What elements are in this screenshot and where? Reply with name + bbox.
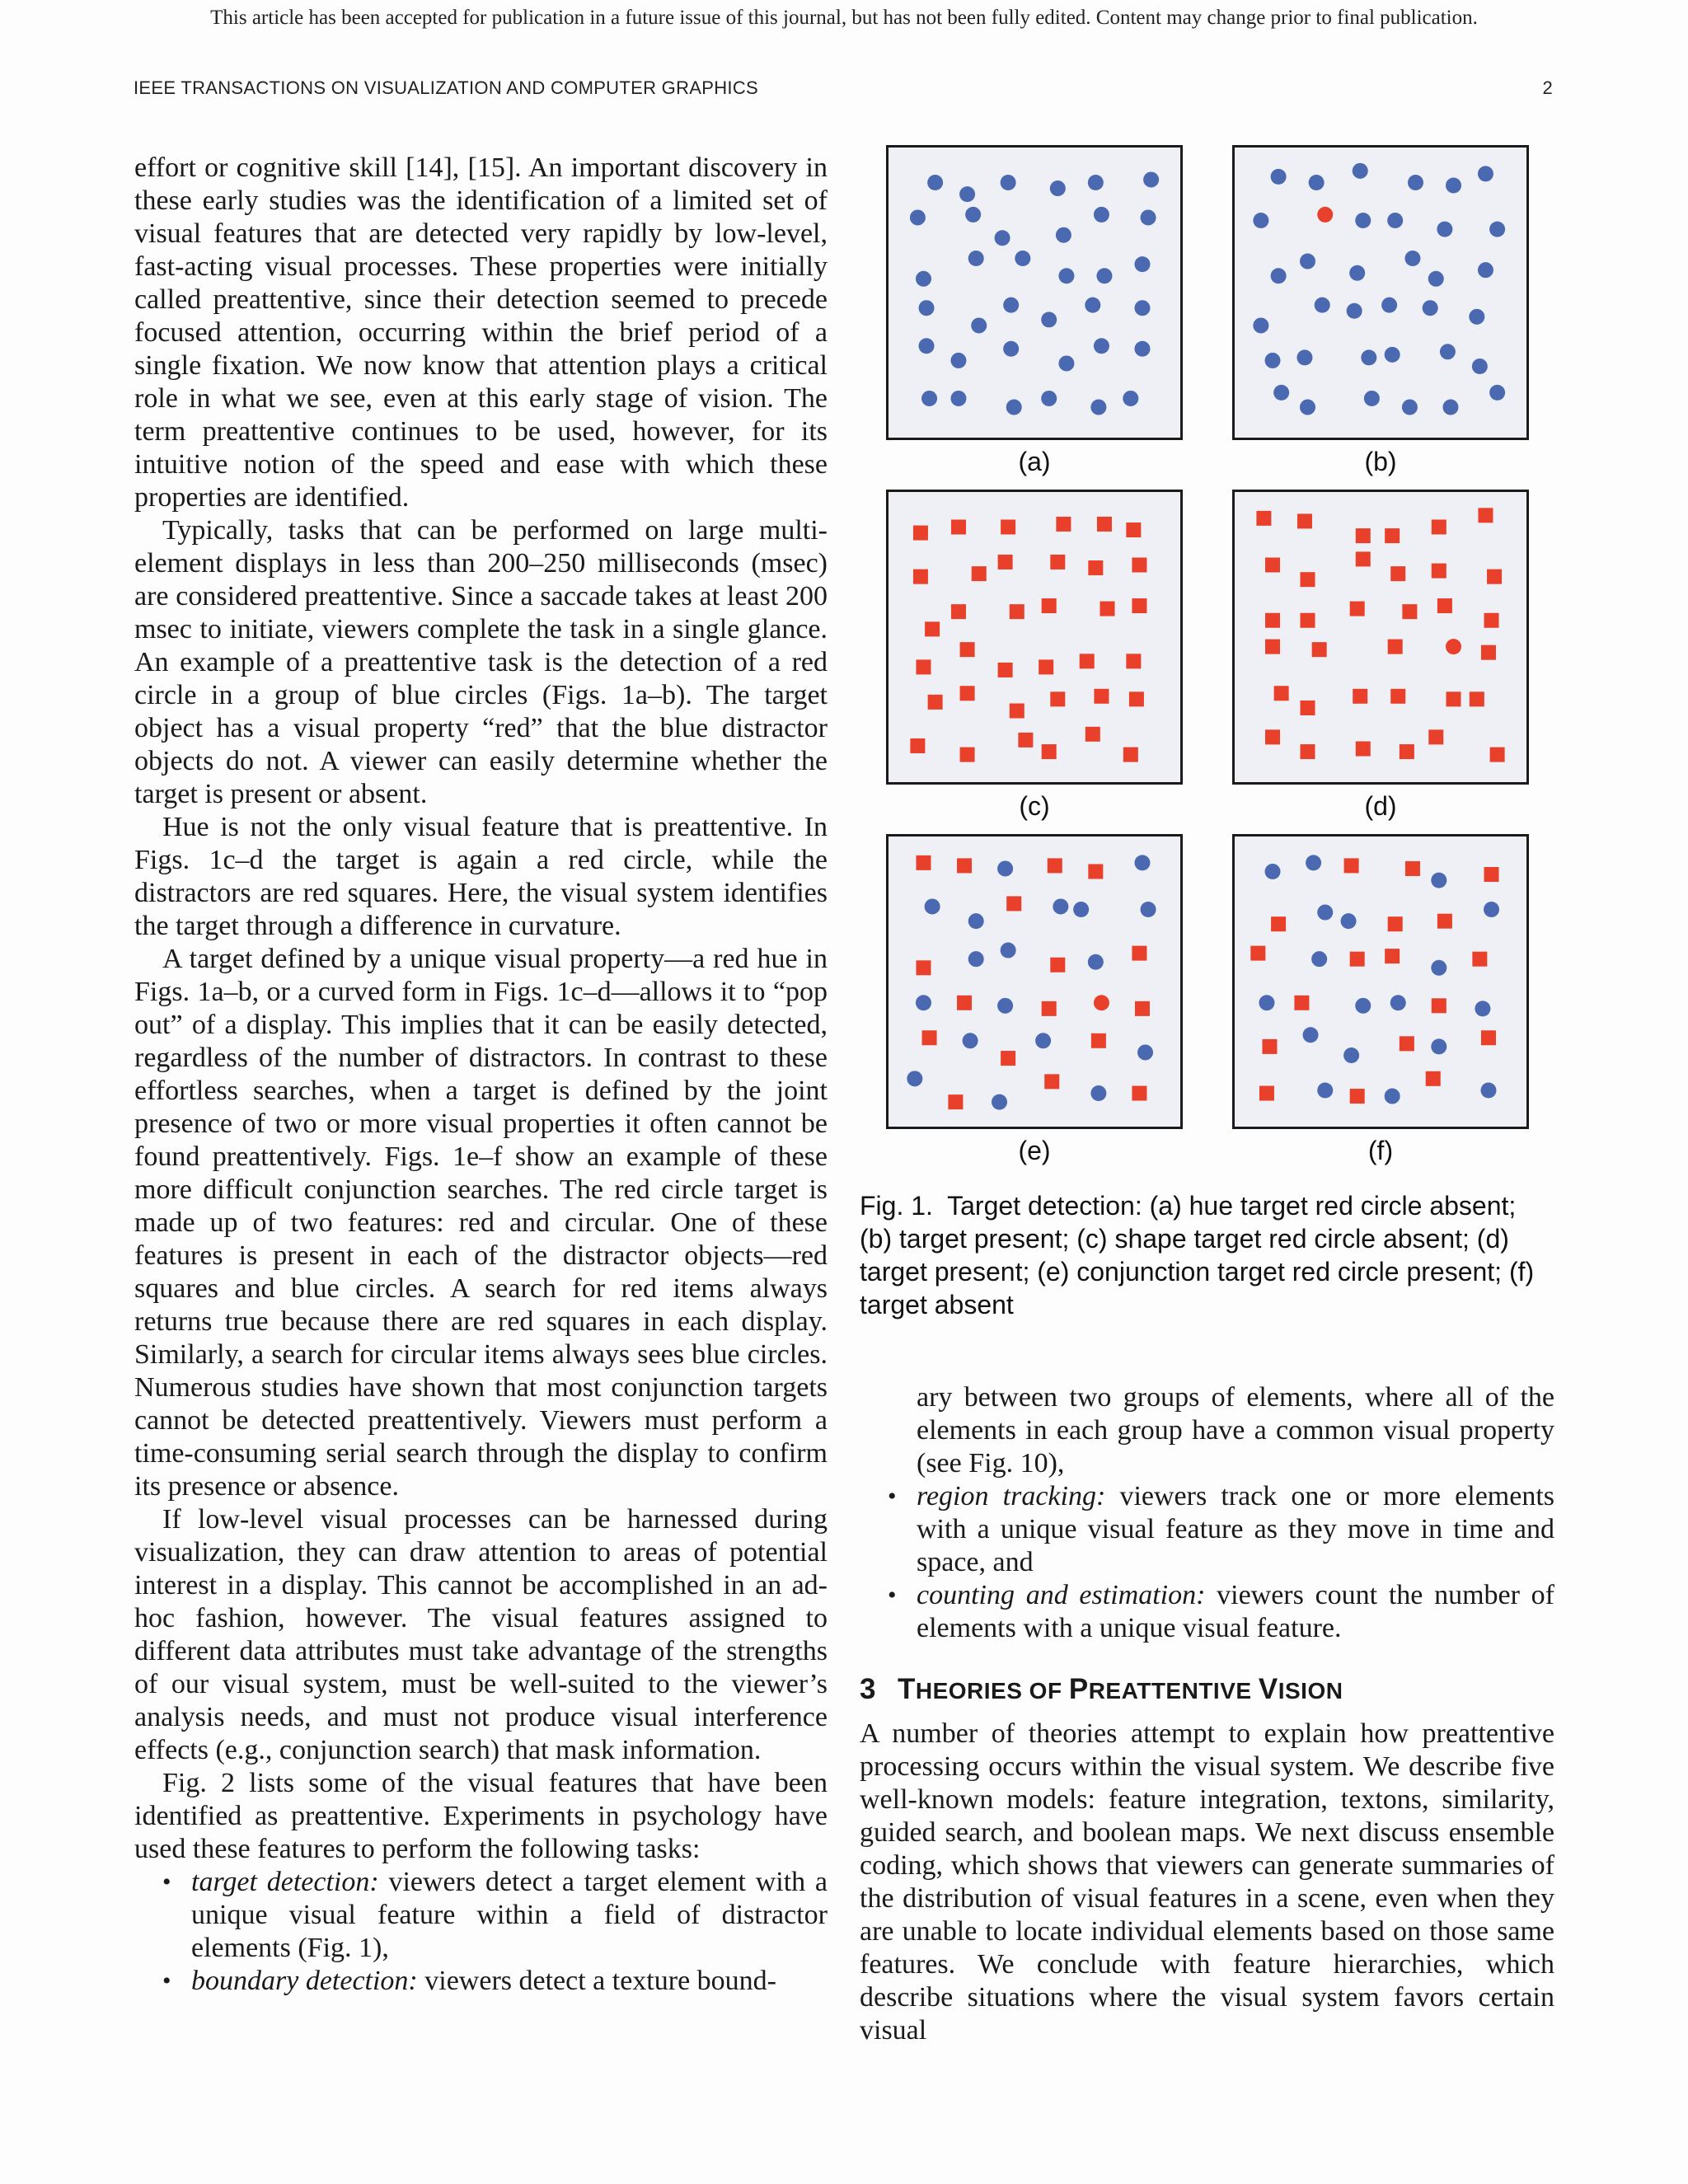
red-square-distractor	[960, 686, 975, 701]
figure-1	[886, 145, 1545, 1165]
blue-circle-distractor	[963, 1033, 978, 1048]
blue-circle-distractor	[1341, 913, 1357, 929]
red-square-distractor	[916, 855, 931, 870]
stimulus-field	[1235, 837, 1526, 1128]
red-square-distractor	[1097, 517, 1112, 532]
list-item	[134, 1965, 828, 1998]
list-text: ary between two groups of elements, where all of the elements in each group have a common visual property (see Fig. 10),	[917, 1382, 1554, 1479]
blue-circle-distractor	[1355, 213, 1371, 228]
panel-label: (a)	[1018, 447, 1051, 476]
blue-circle-distractor	[1478, 166, 1493, 181]
blue-circle-distractor	[959, 186, 975, 202]
blue-circle-distractor	[1134, 300, 1150, 316]
blue-circle-distractor	[997, 998, 1013, 1014]
blue-circle-distractor	[1431, 873, 1447, 888]
blue-circle-distractor	[1134, 855, 1150, 870]
list-item	[134, 1866, 828, 1965]
red-square-distractor	[1001, 519, 1015, 534]
red-square-distractor	[1432, 998, 1447, 1013]
blue-circle-distractor	[1303, 1027, 1319, 1043]
blue-circle-distractor	[1317, 1082, 1333, 1098]
section-heading	[860, 1673, 1554, 1708]
red-square-distractor	[1478, 508, 1493, 523]
red-square-distractor	[972, 566, 987, 581]
red-square-distractor	[957, 996, 972, 1010]
red-square-distractor	[1405, 861, 1420, 876]
red-square-distractor	[1250, 946, 1265, 961]
stimulus-panel	[886, 834, 1183, 1129]
page-number: 2	[1542, 77, 1553, 98]
blue-circle-distractor	[1428, 271, 1444, 287]
blue-circle-distractor	[927, 175, 943, 190]
red-square-distractor	[1048, 858, 1062, 873]
blue-circle-distractor	[971, 317, 987, 333]
red-square-distractor	[1088, 864, 1103, 879]
blue-circle-distractor	[1343, 1047, 1359, 1063]
blue-circle-distractor	[1431, 1038, 1447, 1054]
figure-caption	[860, 1189, 1554, 1321]
section-title: THEORIES OF PREATTENTIVE VISION	[897, 1673, 1343, 1705]
red-square-distractor	[1426, 1071, 1441, 1086]
red-square-distractor	[1262, 1039, 1277, 1054]
blue-circle-distractor	[1259, 995, 1274, 1010]
blue-circle-distractor	[919, 338, 935, 354]
red-square-distractor	[1265, 558, 1280, 573]
red-square-distractor	[1490, 748, 1505, 762]
blue-circle-distractor	[1003, 341, 1019, 357]
red-square-distractor	[1481, 645, 1496, 660]
blue-circle-distractor	[1306, 855, 1321, 870]
red-square-distractor	[910, 738, 925, 753]
red-square-distractor	[925, 621, 940, 636]
panel-label: (f)	[1367, 1136, 1394, 1165]
red-square-distractor	[1132, 558, 1146, 573]
blue-circle-distractor	[1300, 254, 1315, 269]
stimulus-panel	[1232, 490, 1529, 785]
blue-circle-distractor	[1253, 317, 1268, 333]
stimulus-panel	[886, 145, 1183, 440]
list-term: target detection:	[191, 1867, 379, 1897]
blue-circle-distractor	[907, 1071, 922, 1086]
blue-circle-distractor	[1469, 309, 1484, 325]
red-square-distractor	[1400, 744, 1414, 759]
red-square-distractor	[1447, 691, 1461, 706]
journal-name: IEEE TRANSACTIONS ON VISUALIZATION AND COMPUTER GRAPHICS	[134, 77, 758, 98]
red-square-distractor	[916, 659, 931, 674]
red-square-distractor	[1356, 551, 1371, 566]
blue-circle-distractor	[1489, 385, 1505, 401]
red-square-distractor	[1271, 916, 1286, 931]
blue-circle-distractor	[1431, 960, 1447, 976]
red-square-distractor	[1388, 640, 1403, 654]
blue-circle-distractor	[1423, 300, 1438, 316]
blue-circle-distractor	[1315, 298, 1330, 313]
blue-circle-distractor	[1309, 175, 1325, 190]
red-square-distractor	[948, 1094, 963, 1109]
blue-circle-distractor	[1404, 251, 1420, 266]
blue-circle-distractor	[919, 300, 935, 316]
red-square-distractor	[1481, 1030, 1496, 1045]
red-square-distractor	[913, 526, 928, 541]
red-square-distractor	[1256, 511, 1271, 526]
red-square-distractor	[1350, 1089, 1365, 1104]
blue-circle-distractor	[1094, 207, 1109, 223]
red-square-distractor	[1056, 517, 1071, 532]
red-square-distractor	[1390, 689, 1405, 704]
red-square-distractor	[1085, 727, 1100, 742]
section-number: 3	[860, 1673, 876, 1705]
red-square-distractor	[1400, 1036, 1414, 1051]
blue-circle-distractor	[1475, 1001, 1490, 1016]
publication-notice: This article has been accepted for publication in a future issue of this journal, but has not been fully edited. Content may change prior to final publication.	[210, 7, 1478, 29]
red-square-distractor	[1265, 613, 1280, 628]
red-square-distractor	[1388, 916, 1403, 931]
blue-circle-distractor	[1001, 943, 1016, 958]
red-square-distractor	[1301, 613, 1315, 628]
blue-circle-distractor	[916, 271, 931, 287]
list-term: boundary detection:	[191, 1966, 418, 1996]
red-square-distractor	[1126, 523, 1141, 537]
red-square-distractor	[1274, 686, 1289, 701]
blue-circle-distractor	[950, 391, 966, 406]
blue-circle-distractor	[950, 353, 966, 368]
red-square-distractor	[1018, 733, 1033, 748]
red-square-distractor	[1132, 1086, 1146, 1101]
blue-circle-distractor	[1361, 349, 1376, 365]
blue-circle-distractor	[1311, 951, 1327, 967]
stimulus-panel	[1232, 145, 1529, 440]
red-square-distractor	[1100, 602, 1115, 616]
blue-circle-distractor	[1271, 169, 1287, 185]
list-item	[860, 1381, 1554, 1480]
list-term: counting and estimation:	[917, 1580, 1206, 1610]
red-square-distractor	[1353, 689, 1367, 704]
blue-circle-distractor	[921, 391, 937, 406]
paragraph: Fig. 2 lists some of the visual features that have been identified as preattentive. Experiments in psychology have used these features to perform the following tasks:	[134, 1768, 828, 1864]
blue-circle-distractor	[1003, 298, 1019, 313]
blue-circle-distractor	[1058, 268, 1074, 284]
red-square-distractor	[913, 569, 928, 584]
red-square-distractor	[1094, 689, 1109, 704]
blue-circle-distractor	[1053, 898, 1068, 914]
red-square-distractor	[1265, 640, 1280, 654]
red-square-distractor	[1265, 729, 1280, 744]
blue-circle-distractor	[1090, 400, 1106, 415]
blue-circle-distractor	[1387, 213, 1403, 228]
blue-circle-distractor	[1085, 298, 1100, 313]
stimulus-field	[1235, 492, 1526, 784]
panel-label: (d)	[1364, 791, 1397, 821]
red-square-distractor	[1297, 513, 1312, 528]
blue-circle-distractor	[1123, 391, 1138, 406]
red-square-distractor	[1294, 996, 1309, 1010]
red-square-distractor	[1312, 642, 1327, 657]
blue-circle-distractor	[1446, 178, 1461, 194]
blue-circle-distractor	[1073, 902, 1089, 917]
blue-circle-distractor	[1141, 902, 1156, 917]
red-square-distractor	[1432, 519, 1447, 534]
list-text: viewers detect a target element with a unique visual feature within a field of distractor elements (Fig. 1),	[191, 1867, 828, 1963]
blue-circle-distractor	[1296, 349, 1312, 365]
red-square-distractor	[1350, 602, 1365, 616]
paragraph: effort or cognitive skill [14], [15]. An important discovery in these early studies was the identification of a limited set of visual features that are detected very rapidly by low-level, fast-acting visual processes. These properties were initially called preattentive, since their detection seemed to precede focused attention, occurring within the brief period of a single fixation. We now know that attention plays a critical role in what we see, even at this early stage of vision. The term preattentive continues to be used, however, for its intuitive notion of the speed and ease with which these properties are identified.	[134, 152, 828, 513]
blue-circle-distractor	[995, 230, 1010, 246]
left-column	[134, 152, 828, 1998]
blue-circle-distractor	[1088, 954, 1104, 970]
blue-circle-distractor	[1480, 1082, 1496, 1098]
blue-circle-distractor	[1090, 1085, 1106, 1101]
red-square-distractor	[1135, 1001, 1150, 1016]
list-term: region tracking:	[917, 1481, 1106, 1511]
red-square-distractor	[1301, 572, 1315, 587]
red-square-distractor	[1437, 914, 1452, 929]
list-item	[860, 1480, 1554, 1579]
red-square-distractor	[1006, 896, 1021, 911]
red-circle-target	[1317, 207, 1333, 223]
red-square-distractor	[1350, 952, 1365, 967]
red-square-distractor	[928, 695, 943, 710]
red-square-distractor	[1385, 528, 1400, 543]
blue-circle-distractor	[1041, 312, 1057, 327]
red-square-distractor	[1487, 569, 1502, 584]
red-square-distractor	[998, 555, 1013, 569]
blue-circle-distractor	[1402, 400, 1418, 415]
blue-circle-distractor	[968, 251, 984, 266]
blue-circle-distractor	[1300, 400, 1315, 415]
red-square-distractor	[1356, 742, 1371, 757]
blue-circle-distractor	[1143, 171, 1159, 187]
blue-circle-distractor	[1355, 998, 1371, 1014]
blue-circle-distractor	[1364, 391, 1380, 406]
blue-circle-distractor	[1442, 400, 1458, 415]
red-square-distractor	[1010, 704, 1025, 719]
blue-circle-distractor	[1056, 227, 1071, 243]
blue-circle-distractor	[1265, 864, 1281, 879]
red-square-distractor	[1470, 691, 1484, 706]
list-text: viewers count the number of elements with a unique visual feature.	[917, 1580, 1554, 1643]
blue-circle-distractor	[1253, 213, 1268, 228]
panel-label: (c)	[1019, 791, 1050, 821]
blue-circle-distractor	[1489, 222, 1505, 237]
blue-circle-distractor	[1472, 359, 1488, 374]
red-square-distractor	[1044, 1074, 1059, 1089]
red-square-distractor	[1042, 744, 1057, 759]
blue-circle-distractor	[1134, 256, 1150, 272]
red-square-distractor	[1042, 1001, 1057, 1016]
stimulus-field	[889, 837, 1180, 1128]
red-square-distractor	[951, 519, 966, 534]
red-square-distractor	[1050, 555, 1065, 569]
red-square-distractor	[1088, 560, 1103, 575]
red-circle-target	[1446, 639, 1461, 654]
red-square-distractor	[1080, 654, 1095, 668]
running-head	[134, 77, 1553, 99]
blue-circle-distractor	[1001, 175, 1016, 190]
caption-text: Target detection: (a) hue target red circle absent; (b) target present; (c) shape target red circle absent; (d) target present; (e) conjunction target red circle present; (f) target absent	[860, 1191, 1535, 1319]
blue-circle-distractor	[1058, 355, 1074, 371]
blue-circle-distractor	[1137, 1044, 1153, 1060]
blue-circle-distractor	[1271, 268, 1287, 284]
blue-circle-distractor	[910, 209, 926, 225]
stimulus-field	[1235, 148, 1526, 439]
red-square-distractor	[1001, 1051, 1015, 1066]
list-text: viewers track one or more elements with a unique visual feature as they move in time and space, and	[917, 1481, 1554, 1577]
paragraph: If low-level visual processes can be harnessed during visualization, they can draw attention to areas of potential interest in a display. This cannot be accomplished in an ad-hoc fashion, however. The visual features assigned to different data attributes must take advantage of the strengths of our visual system, must be well-suited to the viewer’s analysis needs, and must not produce visual interference effects (e.g., conjunction search) that mask information.	[134, 1504, 828, 1765]
blue-circle-distractor	[992, 1094, 1007, 1110]
red-square-distractor	[922, 1030, 937, 1045]
list-item	[860, 1579, 1554, 1645]
paragraph: A number of theories attempt to explain how preattentive processing occurs within the visual system. We describe five well-known models: feature integration, textons, similarity, guided search, and boolean maps. We next discuss ensemble coding, which shows that viewers can generate summaries of the distribution of visual features in a scene, even when they are unable to locate individual elements based on those same features. We conclude with feature hierarchies, which describe situations where the visual system favors certain visual	[860, 1718, 1554, 2046]
blue-circle-distractor	[1349, 265, 1365, 281]
blue-circle-distractor	[1265, 353, 1281, 368]
red-square-distractor	[1259, 1086, 1274, 1101]
red-square-distractor	[1129, 691, 1144, 706]
blue-circle-distractor	[968, 913, 984, 929]
task-list	[860, 1381, 1554, 1645]
red-square-distractor	[1132, 598, 1146, 613]
task-list	[134, 1866, 828, 1998]
paragraph: Typically, tasks that can be performed on large multi-element displays in less than 200–250 milliseconds (msec) are considered preattentive. Since a saccade takes at least 200 msec to initiate, viewers complete the task in a single glance. An example of a preattentive task is the detection of a red circle in a group of blue circles (Figs. 1a–b). The target object has a visual property “red” that the blue distractor objects do not. A viewer can easily determine whether the target is present or absent.	[134, 515, 828, 809]
blue-circle-distractor	[1096, 268, 1112, 284]
blue-circle-distractor	[1390, 995, 1406, 1010]
red-square-distractor	[1344, 858, 1359, 873]
red-square-distractor	[1091, 1033, 1106, 1048]
red-square-distractor	[1484, 613, 1499, 628]
blue-circle-distractor	[1353, 163, 1368, 179]
caption-label: Fig. 1.	[860, 1191, 933, 1221]
blue-circle-distractor	[1484, 902, 1499, 917]
blue-circle-distractor	[997, 860, 1013, 876]
stimulus-panel	[1232, 834, 1529, 1129]
red-square-distractor	[1390, 566, 1405, 581]
stimulus-field	[889, 492, 1180, 784]
red-square-distractor	[1301, 744, 1315, 759]
blue-circle-distractor	[1035, 1033, 1051, 1048]
blue-circle-distractor	[968, 951, 984, 967]
blue-circle-distractor	[1088, 175, 1104, 190]
blue-circle-distractor	[1478, 262, 1493, 278]
blue-circle-distractor	[1317, 905, 1333, 921]
red-square-distractor	[1428, 729, 1443, 744]
panel-label: (b)	[1364, 447, 1397, 476]
paragraph: Hue is not the only visual feature that is preattentive. In Figs. 1c–d the target is again a red circle, while the distractors are red squares. Here, the visual system identifies the target through a difference in curvature.	[134, 812, 828, 941]
blue-circle-distractor	[1440, 344, 1456, 359]
red-square-distractor	[916, 960, 931, 975]
red-circle-target	[1094, 995, 1109, 1010]
red-square-distractor	[998, 663, 1013, 677]
blue-circle-distractor	[1385, 347, 1400, 363]
red-square-distractor	[1472, 952, 1487, 967]
red-square-distractor	[1123, 748, 1138, 762]
red-square-distractor	[960, 642, 975, 657]
list-text: viewers detect a texture bound-	[417, 1966, 776, 1996]
blue-circle-distractor	[1015, 251, 1030, 266]
red-square-distractor	[1050, 958, 1065, 972]
stimulus-field	[889, 148, 1180, 439]
red-square-distractor	[957, 858, 972, 873]
blue-circle-distractor	[1347, 303, 1362, 319]
paragraph: A target defined by a unique visual property—a red hue in Figs. 1a–b, or a curved form in Figs. 1c–d—allows it to “pop out” of a display. This implies that it can be easily detected, regardless of the number of distractors. In contrast to these effortless searches, when a target is defined by the joint presence of two or more visual properties it often cannot be found preattentively. Figs. 1e–f show an example of these more difficult conjunction searches. The red circle target is made up of two features: red and circular. One of these features is present in each of the distractor objects—red squares and blue circles. A search for red items always returns true because there are red squares in each display. Similarly, a search for circular items always sees blue circles. Numerous studies have shown that most conjunction targets cannot be detected preattentively. Viewers must perform a time-consuming serial search through the display to confirm its presence or absence.	[134, 944, 828, 1502]
blue-circle-distractor	[1408, 175, 1423, 190]
red-square-distractor	[1402, 604, 1417, 619]
blue-circle-distractor	[965, 207, 981, 223]
red-square-distractor	[960, 748, 975, 762]
red-square-distractor	[951, 604, 966, 619]
blue-circle-distractor	[1050, 180, 1066, 196]
blue-circle-distractor	[1094, 338, 1109, 354]
blue-circle-distractor	[1381, 298, 1397, 313]
blue-circle-distractor	[1134, 341, 1150, 357]
red-square-distractor	[1301, 701, 1315, 715]
blue-circle-distractor	[925, 898, 940, 914]
red-square-distractor	[1132, 946, 1146, 961]
red-square-distractor	[1484, 867, 1499, 882]
blue-circle-distractor	[1385, 1089, 1400, 1104]
blue-circle-distractor	[1273, 385, 1289, 401]
red-square-distractor	[1126, 654, 1141, 668]
red-square-distractor	[1385, 949, 1400, 963]
blue-circle-distractor	[1006, 400, 1022, 415]
red-square-distractor	[1356, 528, 1371, 543]
red-square-distractor	[1050, 691, 1065, 706]
right-column	[860, 1381, 1554, 2047]
blue-circle-distractor	[1437, 222, 1452, 237]
blue-circle-distractor	[1141, 209, 1156, 225]
red-square-distractor	[1042, 598, 1057, 613]
red-square-distractor	[1437, 598, 1452, 613]
blue-circle-distractor	[916, 995, 931, 1010]
red-square-distractor	[1432, 564, 1447, 579]
red-square-distractor	[1039, 659, 1053, 674]
red-square-distractor	[1010, 604, 1025, 619]
blue-circle-distractor	[1041, 391, 1057, 406]
stimulus-panel	[886, 490, 1183, 785]
panel-label: (e)	[1018, 1136, 1051, 1165]
